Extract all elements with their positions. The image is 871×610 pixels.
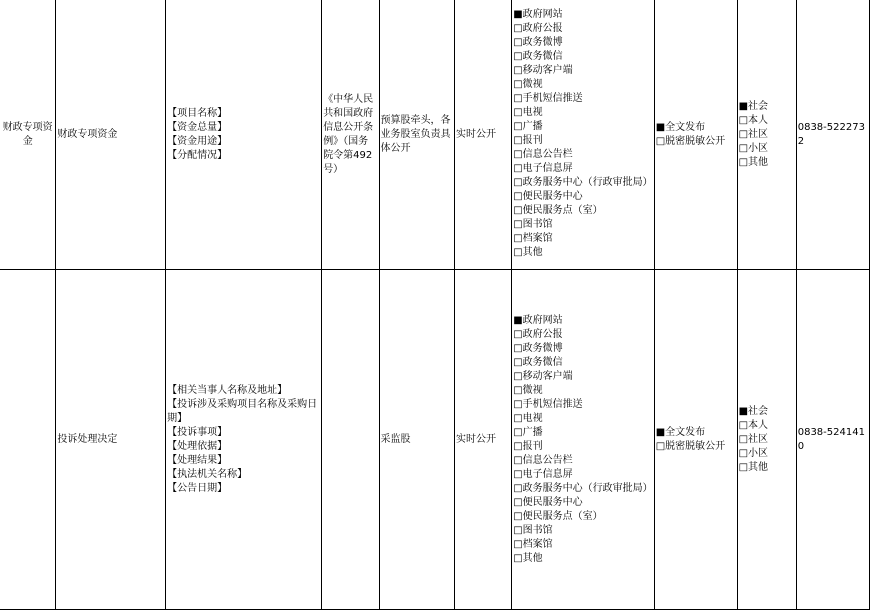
list-item: □图书馆 — [513, 219, 553, 230]
list-item: 【处理依据】 — [167, 440, 228, 452]
item-cell: 投诉处理决定 — [56, 270, 166, 610]
list-item: 【相关当事人名称及地址】 — [167, 384, 288, 396]
list-item: □手机短信推送 — [513, 93, 583, 104]
basis-cell: 《中华人民共和国政府信息公开条例》（国务院令第492号） — [322, 0, 379, 270]
list-item: 【分配情况】 — [167, 149, 228, 161]
list-item: □便民服务中心 — [513, 191, 583, 202]
list-item: 【项目名称】 — [167, 107, 228, 119]
channels-cell — [512, 0, 654, 270]
list-item: □其他 — [513, 247, 543, 258]
list-item: □政务服务中心（行政审批局） — [513, 177, 653, 188]
time-cell: 实时公开 — [454, 270, 511, 610]
scope-cell — [737, 270, 796, 610]
subject-cell: 采监股 — [379, 270, 454, 610]
list-item: ■政府网站 — [513, 9, 563, 20]
list-item: □广播 — [513, 426, 543, 438]
list-item: □档案馆 — [513, 538, 553, 550]
list-item: □政务微博 — [513, 37, 563, 48]
list-item: □图书馆 — [513, 524, 553, 536]
list-item: □移动客户端 — [513, 65, 573, 76]
list-item: □政府公报 — [513, 23, 563, 34]
list-item: □政府公报 — [513, 328, 563, 340]
table-row — [0, 270, 870, 610]
list-item: □小区 — [738, 142, 769, 154]
list-item: ■全文发布 — [655, 426, 706, 438]
list-item: □政务微博 — [513, 342, 563, 354]
item-cell: 财政专项资金 — [56, 0, 166, 270]
list-item: □电视 — [513, 412, 543, 424]
list-item: □广播 — [513, 121, 543, 132]
list-item: □手机短信推送 — [513, 398, 583, 410]
list-item: □脱密脱敏公开 — [655, 135, 726, 147]
list-item: ■社会 — [738, 405, 769, 417]
table-row — [0, 0, 870, 270]
list-item: □报刊 — [513, 440, 543, 452]
list-item: □便民服务点（室） — [513, 205, 603, 216]
list-item: □脱密脱敏公开 — [655, 440, 726, 452]
list-item: □微视 — [513, 384, 543, 396]
list-item: 【资金用途】 — [167, 135, 228, 147]
list-item: 【处理结果】 — [167, 454, 228, 466]
phone-cell: 0838-5222732 — [796, 0, 869, 270]
list-item: □档案馆 — [513, 233, 553, 244]
list-item: □微视 — [513, 79, 543, 90]
phone-cell: 0838-5241410 — [796, 270, 869, 610]
list-item: ■全文发布 — [655, 121, 706, 133]
channels-cell — [512, 270, 654, 610]
subject-cell: 预算股牵头，各业务股室负责具体公开 — [379, 0, 454, 270]
list-item: □报刊 — [513, 135, 543, 146]
category-cell: 财政专项资金 — [0, 0, 56, 270]
list-item: □小区 — [738, 447, 769, 459]
list-item: □政务微信 — [513, 356, 563, 368]
basis-cell — [322, 270, 379, 610]
list-item: □政务微信 — [513, 51, 563, 62]
list-item: □政务服务中心（行政审批局） — [513, 482, 653, 494]
list-item: □电子信息屏 — [513, 468, 573, 480]
list-item: □电视 — [513, 107, 543, 118]
list-item: 【资金总量】 — [167, 121, 228, 133]
list-item: □其他 — [738, 461, 769, 473]
content-cell — [166, 0, 322, 270]
list-item: □电子信息屏 — [513, 163, 573, 174]
category-cell — [0, 270, 56, 610]
method-cell — [654, 270, 737, 610]
list-item: □便民服务点（室） — [513, 510, 603, 522]
list-item: □社区 — [738, 433, 769, 445]
list-item: □移动客户端 — [513, 370, 573, 382]
list-item: □其他 — [738, 156, 769, 168]
list-item: 【公告日期】 — [167, 482, 228, 494]
method-cell — [654, 0, 737, 270]
scope-cell — [737, 0, 796, 270]
list-item: 【投诉事项】 — [167, 426, 228, 438]
list-item: □便民服务中心 — [513, 496, 583, 508]
list-item: □社区 — [738, 128, 769, 140]
list-item: ■政府网站 — [513, 314, 563, 326]
list-item: □本人 — [738, 114, 769, 126]
list-item: 【执法机关名称】 — [167, 468, 248, 480]
time-cell: 实时公开 — [454, 0, 511, 270]
content-cell — [166, 270, 322, 610]
list-item: 【投诉涉及采购项目名称及采购日期】 — [167, 398, 318, 424]
list-item: ■社会 — [738, 100, 769, 112]
list-item: □信息公告栏 — [513, 149, 573, 160]
list-item: □本人 — [738, 419, 769, 431]
list-item: □其他 — [513, 552, 543, 564]
list-item: □信息公告栏 — [513, 454, 573, 466]
